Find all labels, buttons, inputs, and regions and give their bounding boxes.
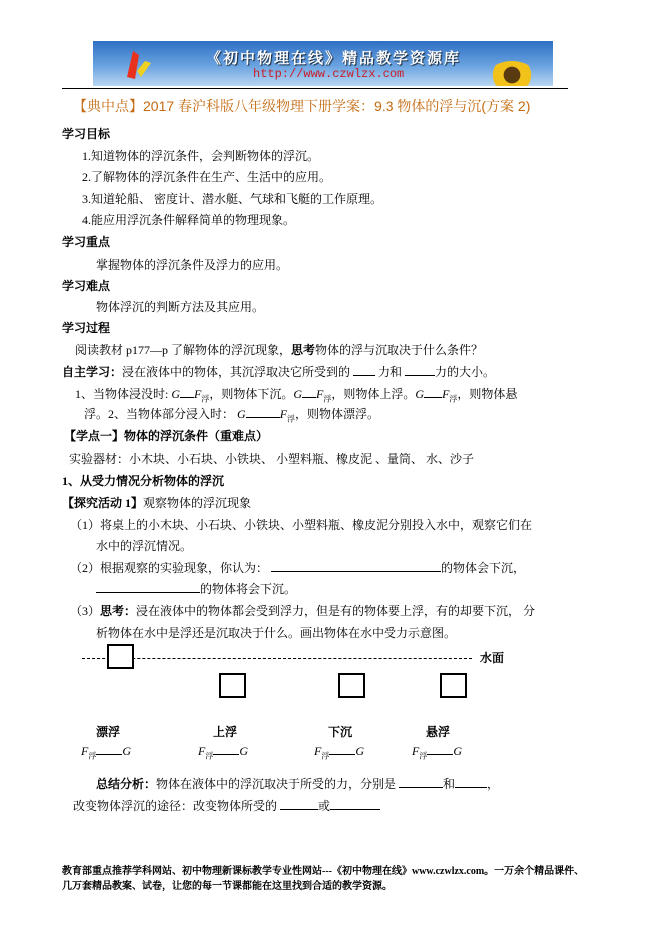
self-study-line — [62, 364, 495, 380]
summary-text: 或 — [318, 799, 331, 813]
state-label: 漂浮 — [96, 725, 121, 739]
question-3-cont: 析物体在水中是浮还是沉取决于什么。画出物体在水中受力示意图。 — [96, 626, 457, 640]
state-relation — [81, 743, 131, 764]
banner-url: http://www.czwlzx.com — [253, 67, 405, 81]
g-symbol: G — [415, 387, 425, 401]
reading-line — [75, 342, 483, 358]
blank[interactable] — [246, 406, 280, 418]
activity-label: 【探究活动 1】 — [62, 496, 144, 510]
question-2-text: （2）根据观察的实验现象，你认为： — [70, 561, 269, 575]
floating-object-box — [107, 644, 134, 669]
footer-line: 几万套精品教案、试卷，让您的每一节课都能在这里找到合适的教学资源。 — [62, 881, 392, 892]
f-subscript: 浮 — [419, 751, 428, 761]
f-symbol: F — [314, 744, 322, 758]
goal-item: 2.了解物体的浮沉条件在生产、生活中的应用。 — [82, 170, 332, 184]
goal-item: 3.知道轮船、 密度计、潜水艇、气球和飞艇的工作原理。 — [82, 192, 383, 206]
banner-title: 《初中物理在线》精品教学资源库 — [206, 51, 462, 67]
summary-text: ， — [487, 777, 500, 791]
blank[interactable] — [427, 743, 453, 755]
g-symbol: G — [293, 387, 303, 401]
state-label: 下沉 — [328, 725, 353, 739]
header-divider — [62, 88, 568, 89]
f-symbol: F — [316, 387, 324, 401]
condition-text: ，则物体漂浮。 — [295, 407, 380, 421]
question-3-number: （3） — [70, 604, 101, 618]
f-subscript: 浮 — [205, 751, 214, 761]
g-symbol: G — [239, 744, 249, 758]
goal-item: 1.知道物体的浮沉条件，会判断物体的浮沉。 — [82, 149, 320, 163]
goal-item: 4.能应用浮沉条件解释简单的物理现象。 — [82, 213, 296, 227]
difficult-heading: 学习难点 — [62, 279, 111, 293]
summary-line-2 — [73, 798, 380, 814]
blank[interactable] — [353, 364, 375, 376]
reading-text: 阅读教材 p177—p 了解物体的浮沉现象， — [75, 343, 292, 357]
activity-line — [62, 495, 251, 511]
condition-text: ，则物体悬 — [457, 387, 518, 401]
blank[interactable] — [399, 776, 443, 788]
summary-text: 物体在液体中的浮沉取决于所受的力，分别是 — [156, 777, 397, 791]
g-symbol: G — [453, 744, 463, 758]
water-surface-line — [82, 658, 472, 659]
summary-label: 总结分析： — [96, 777, 157, 791]
question-3 — [70, 603, 535, 619]
f-symbol: F — [279, 407, 288, 421]
condition-text: 浮。2、当物体部分浸入时： — [84, 407, 235, 421]
question-1-cont: 水中的浮沉情况。 — [96, 539, 193, 553]
goals-heading: 学习目标 — [62, 127, 111, 141]
materials: 实验器材：小木块、小石块、小铁块、 小塑料瓶、橡皮泥 、量筒、 水、沙子 — [69, 452, 475, 466]
f-subscript: 浮 — [201, 394, 210, 404]
f-symbol: F — [442, 387, 450, 401]
f-subscript: 浮 — [323, 394, 332, 404]
summary-line — [96, 776, 499, 792]
f-symbol: F — [194, 387, 202, 401]
question-2 — [70, 560, 525, 576]
f-subscript: 浮 — [321, 751, 330, 761]
self-study-label: 自主学习： — [62, 365, 123, 379]
section1-heading: 1、从受力情况分析物体的浮沉 — [62, 474, 225, 488]
reading-question: 物体的浮与沉取决于什么条件？ — [315, 343, 484, 357]
question-3-text: 浸在液体中的物体都会受到浮力，但是有的物体要上浮，有的却要下沉， 分 — [136, 604, 536, 618]
blank[interactable] — [329, 743, 355, 755]
blank[interactable] — [271, 560, 441, 572]
key-heading: 学习重点 — [62, 235, 111, 249]
blank[interactable] — [424, 386, 442, 398]
g-symbol: G — [171, 387, 181, 401]
g-symbol: G — [237, 407, 246, 421]
question-2-text: 的物体将会下沉。 — [200, 582, 297, 596]
g-symbol: G — [355, 744, 365, 758]
activity-text: 观察物体的浮沉现象 — [143, 496, 252, 510]
point1-heading: 【学点一】物体的浮沉条件（重难点） — [64, 429, 269, 443]
condition-text: 1、当物体浸没时: — [75, 387, 172, 401]
question-2-text: 的物体会下沉， — [441, 561, 526, 575]
sinking-object-box — [338, 673, 365, 698]
question-1: （1）将桌上的小木块、小石块、小铁块、小塑料瓶、橡皮泥分别投入水中，观察它们在 — [70, 518, 533, 532]
f-symbol: F — [198, 744, 206, 758]
key-text: 掌握物体的浮沉条件及浮力的应用。 — [96, 258, 289, 272]
f-symbol: F — [81, 744, 89, 758]
condition-text: ，则物体上浮。 — [331, 387, 416, 401]
f-subscript: 浮 — [449, 394, 458, 404]
blank[interactable] — [330, 798, 380, 810]
state-relation — [412, 743, 462, 764]
blank[interactable] — [96, 743, 122, 755]
footer-line: 教育部重点推荐学科网站、初中物理新课标教学专业性网站---《初中物理在线》www.czwlzx.com。一万余个精品课件、 — [62, 866, 585, 877]
blank[interactable] — [455, 776, 487, 788]
rising-object-box — [219, 673, 246, 698]
think-label: 思考： — [100, 604, 137, 618]
blank[interactable] — [280, 798, 318, 810]
condition-line-1 — [75, 386, 517, 407]
blank[interactable] — [96, 581, 200, 593]
f-subscript: 浮 — [88, 751, 97, 761]
condition-line-2 — [84, 406, 379, 427]
f-subscript: 浮 — [287, 414, 296, 424]
page-title: 【典中点】2017 春沪科版八年级物理下册学案：9.3 物体的浮与沉(方案 2) — [73, 98, 531, 114]
suspended-object-box — [440, 673, 467, 698]
state-relation — [314, 743, 364, 764]
state-label: 上浮 — [213, 725, 238, 739]
condition-text: ，则物体下沉。 — [209, 387, 294, 401]
blank[interactable] — [302, 386, 316, 398]
question-2-cont — [96, 581, 296, 597]
process-heading: 学习过程 — [62, 321, 111, 335]
site-banner — [93, 41, 553, 86]
water-surface-label: 水面 — [480, 651, 505, 665]
blank[interactable] — [405, 364, 435, 376]
summary-text: 和 — [443, 777, 456, 791]
logo-icon — [123, 49, 153, 81]
difficult-text: 物体浮沉的判断方法及其应用。 — [96, 300, 265, 314]
f-symbol: F — [412, 744, 420, 758]
think-label: 思考 — [291, 343, 316, 357]
state-relation — [198, 743, 248, 764]
self-study-text: 力的大小。 — [435, 365, 496, 379]
sunflower-image — [489, 61, 535, 86]
summary-text: 改变物体浮沉的途径：改变物体所受的 — [73, 799, 278, 813]
state-label: 悬浮 — [426, 725, 451, 739]
blank[interactable] — [180, 386, 194, 398]
self-study-text: 力和 — [378, 365, 403, 379]
self-study-text: 浸在液体中的物体，其沉浮取决它所受到的 — [122, 365, 351, 379]
g-symbol: G — [122, 744, 132, 758]
blank[interactable] — [213, 743, 239, 755]
